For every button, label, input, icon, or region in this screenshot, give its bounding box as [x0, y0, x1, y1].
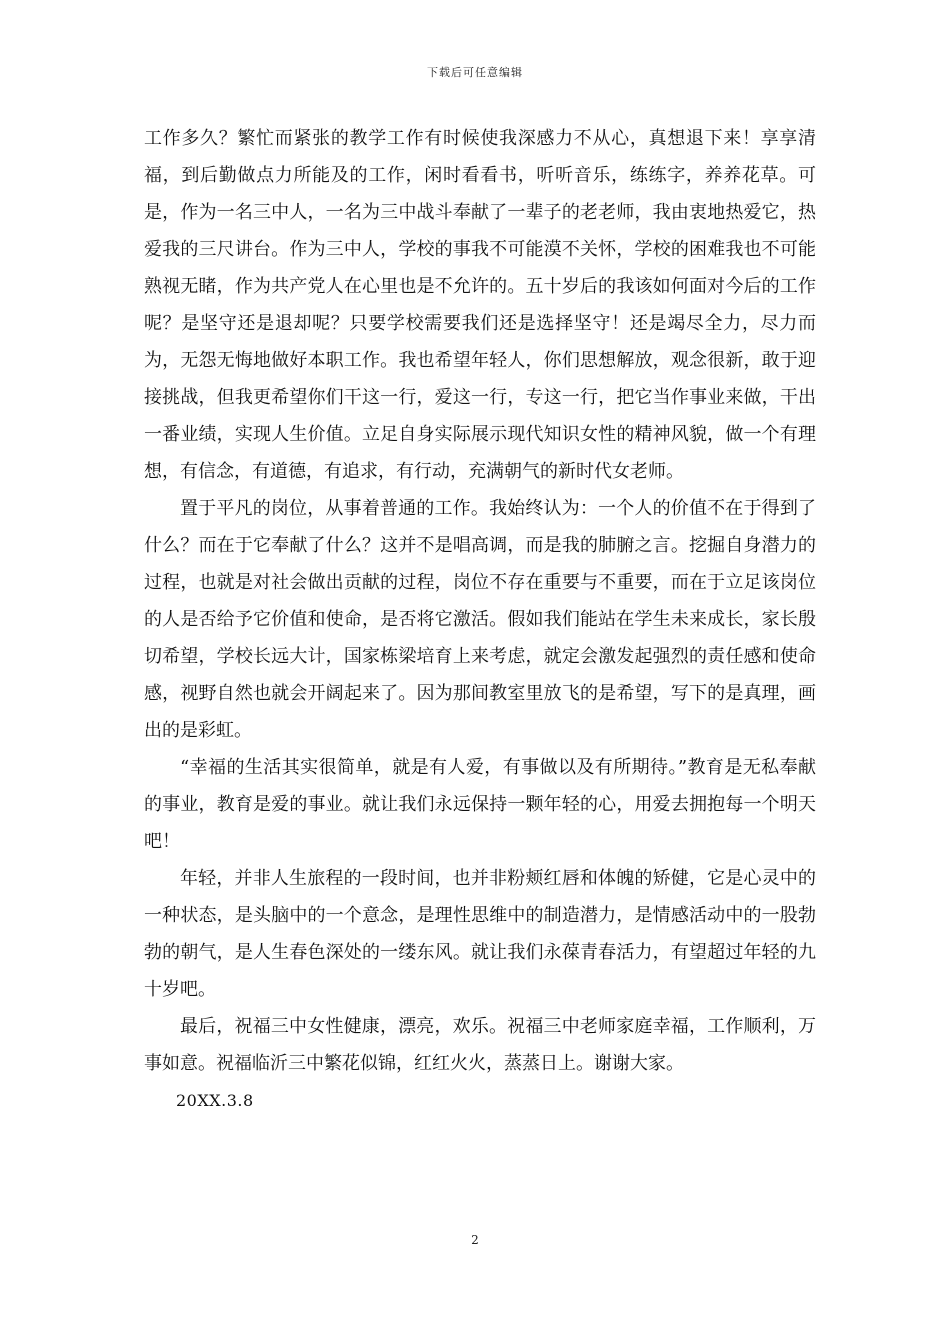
- paragraph-4: 年轻，并非人生旅程的一段时间，也并非粉颊红唇和体魄的矫健，它是心灵中的一种状态，是头脑中的一个意念，是理性思维中的制造潜力，是情感活动中的一股勃勃的朝气，是人生春色深处的一缕东风。就让我们永葆青春活力，有望超过年轻的九十岁吧。: [144, 868, 816, 1000]
- page-number: 2: [471, 1233, 479, 1247]
- page-header: 下载后可任意编辑: [427, 66, 523, 79]
- paragraph-1: 工作多久？繁忙而紧张的教学工作有时候使我深感力不从心，真想退下来！享享清福，到后勤做点力所能及的工作，闲时看看书，听听音乐，练练字，养养花草。可是，作为一名三中人，一名为三中战斗奉献了一辈子的老老师，我由衷地热爱它，热爱我的三尺讲台。作为三中人，学校的事我不可能漠不关怀，学校的困难我也不可能熟视无睹，作为共产党人在心里也是不允许的。五十岁后的我该如何面对今后的工作呢？是坚守还是退却呢？只要学校需要我们还是选择坚守！还是竭尽全力，尽力而为，无怨无悔地做好本职工作。我也希望年轻人，你们思想解放，观念很新，敢于迎接挑战，但我更希望你们干这一行，爱这一行，专这一行，把它当作事业来做，干出一番业绩，实现人生价值。立足自身实际展示现代知识女性的精神风貌，做一个有理想，有信念，有道德，有追求，有行动，充满朝气的新时代女老师。: [144, 128, 816, 482]
- document-body: [144, 120, 816, 1119]
- paragraph-5: 最后，祝福三中女性健康，漂亮，欢乐。祝福三中老师家庭幸福，工作顺利，万事如意。祝福临沂三中繁花似锦，红红火火，蒸蒸日上。谢谢大家。: [144, 1016, 816, 1074]
- date-text: 20XX.3.8: [176, 1091, 254, 1110]
- paragraph-3: “幸福的生活其实很简单，就是有人爱，有事做以及有所期待。”教育是无私奉献的事业，教育是爱的事业。就让我们永远保持一颗年轻的心，用爱去拥抱每一个明天吧！: [144, 757, 816, 852]
- date-line: [144, 1082, 816, 1119]
- paragraph-2: 置于平凡的岗位，从事着普通的工作。我始终认为：一个人的价值不在于得到了什么？而在于它奉献了什么？这并不是唱高调，而是我的肺腑之言。挖掘自身潜力的过程，也就是对社会做出贡献的过程，岗位不存在重要与不重要，而在于立足该岗位的人是否给予它价值和使命，是否将它激活。假如我们能站在学生未来成长，家长殷切希望，学校长远大计，国家栋梁培育上来考虑，就定会激发起强烈的责任感和使命感，视野自然也就会开阔起来了。因为那间教室里放飞的是希望，写下的是真理，画出的是彩虹。: [144, 498, 816, 741]
